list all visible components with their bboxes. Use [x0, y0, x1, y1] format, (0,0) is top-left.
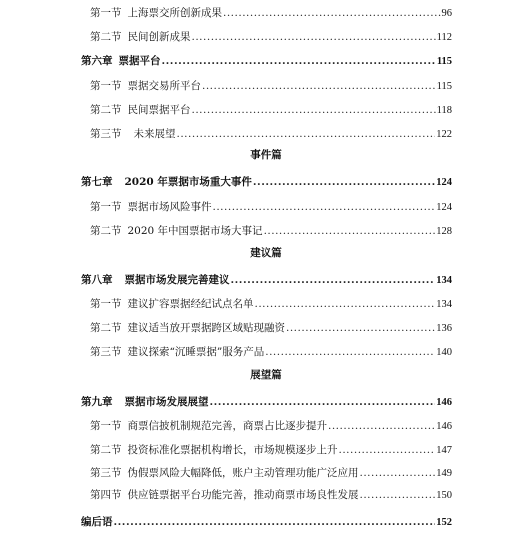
dot-leader: [223, 6, 441, 20]
toc-entry[interactable]: [90, 6, 452, 21]
toc-page-number: 124: [436, 177, 452, 188]
dot-leader: [286, 321, 435, 335]
toc-chapter-label: 第六章 票据平台: [81, 55, 161, 67]
toc-chapter-entry[interactable]: [81, 175, 452, 190]
toc-page-number: 146: [436, 397, 452, 408]
toc-entry-label: 第一节 票据交易所平台: [90, 80, 201, 92]
dot-leader: [265, 345, 435, 359]
dot-leader: [162, 54, 436, 68]
toc-entry[interactable]: [90, 466, 452, 481]
toc-chapter-entry[interactable]: [81, 395, 452, 410]
dot-leader: [264, 224, 436, 238]
toc-entry-label: 第二节 建议适当放开票据跨区域贴现融资: [90, 322, 285, 334]
dot-leader: [213, 200, 436, 214]
toc-entry[interactable]: [90, 297, 452, 312]
toc-page-number: 124: [436, 202, 452, 213]
toc-page-number: 134: [436, 275, 452, 286]
toc-entry[interactable]: [90, 79, 452, 94]
part-heading: 建议篇: [250, 247, 282, 259]
dot-leader: [210, 395, 436, 409]
dot-leader: [253, 175, 435, 189]
toc-page-number: 147: [436, 445, 452, 456]
toc-page-number: 140: [436, 347, 452, 358]
toc-entry[interactable]: [90, 443, 452, 458]
toc-entry-label: 第三节 建议探索“沉睡票据”服务产品: [90, 346, 265, 358]
toc-page-number: 152: [436, 517, 452, 528]
dot-leader: [255, 297, 436, 311]
dot-leader: [192, 30, 436, 44]
toc-entry[interactable]: [90, 30, 452, 45]
toc-page-number: 146: [436, 421, 452, 432]
toc-page-number: 149: [436, 468, 452, 479]
toc-afterword-entry[interactable]: [81, 515, 452, 530]
toc-entry[interactable]: [90, 200, 452, 215]
toc-page-number: 96: [441, 8, 452, 19]
dot-leader: [328, 419, 435, 433]
toc-entry-label: 第一节 商票信披机制规范完善，商票占比逐步提升: [90, 420, 327, 432]
toc-entry[interactable]: [90, 321, 452, 336]
toc-entry-label: 第二节 投资标准化票据机构增长，市场规模逐步上升: [90, 444, 338, 456]
dot-leader: [360, 488, 436, 502]
toc-entry-label: 第四节 供应链票据平台功能完善，推动商票市场良性发展: [90, 489, 359, 501]
toc-entry-label: 第二节 民间票据平台: [90, 104, 191, 116]
toc-chapter-label: 第九章 票据市场发展展望: [81, 396, 209, 408]
toc-chapter-label: 第八章 票据市场发展完善建议: [81, 274, 230, 286]
toc-entry-label: 第三节 未来展望: [90, 128, 176, 140]
dot-leader: [360, 466, 436, 480]
toc-page-number: 115: [436, 81, 452, 92]
toc-entry[interactable]: [90, 103, 452, 118]
dot-leader: [192, 103, 436, 117]
toc-entry-label: 第三节 伪假票风险大幅降低，账户主动管理功能广泛应用: [90, 467, 359, 479]
toc-entry[interactable]: [90, 488, 452, 503]
toc-entry[interactable]: [90, 127, 452, 142]
dot-leader: [177, 127, 436, 141]
toc-entry[interactable]: [90, 345, 452, 360]
dot-leader: [231, 273, 436, 287]
toc-page-number: 128: [436, 226, 452, 237]
toc-chapter-label: 编后语: [81, 516, 113, 528]
toc-entry-label: 第一节 上海票交所创新成果: [90, 7, 222, 19]
toc-chapter-entry[interactable]: [81, 273, 452, 288]
part-heading: 事件篇: [250, 149, 282, 161]
toc-entry-label: 第一节 票据市场风险事件: [90, 201, 212, 213]
toc-entry-label: 第一节 建议扩容票据经纪试点名单: [90, 298, 254, 310]
toc-page-number: 150: [436, 490, 452, 501]
toc-page-number: 134: [436, 299, 452, 310]
toc-entry-label: 第二节 2020 年中国票据市场大事记: [90, 225, 263, 237]
toc-page-number: 122: [436, 129, 452, 140]
toc-page-number: 112: [436, 32, 452, 43]
toc-chapter-label: 第七章 2020 年票据市场重大事件: [81, 176, 252, 188]
toc-entry[interactable]: [90, 419, 452, 434]
toc-page-number: 136: [436, 323, 452, 334]
dot-leader: [339, 443, 436, 457]
toc-page-number: 118: [436, 105, 452, 116]
toc-page-number: 115: [436, 56, 452, 67]
toc-chapter-entry[interactable]: [81, 54, 452, 69]
dot-leader: [114, 515, 436, 529]
part-heading: 展望篇: [250, 369, 282, 381]
dot-leader: [202, 79, 436, 93]
toc-entry[interactable]: [90, 224, 452, 239]
toc-entry-label: 第二节 民间创新成果: [90, 31, 191, 43]
